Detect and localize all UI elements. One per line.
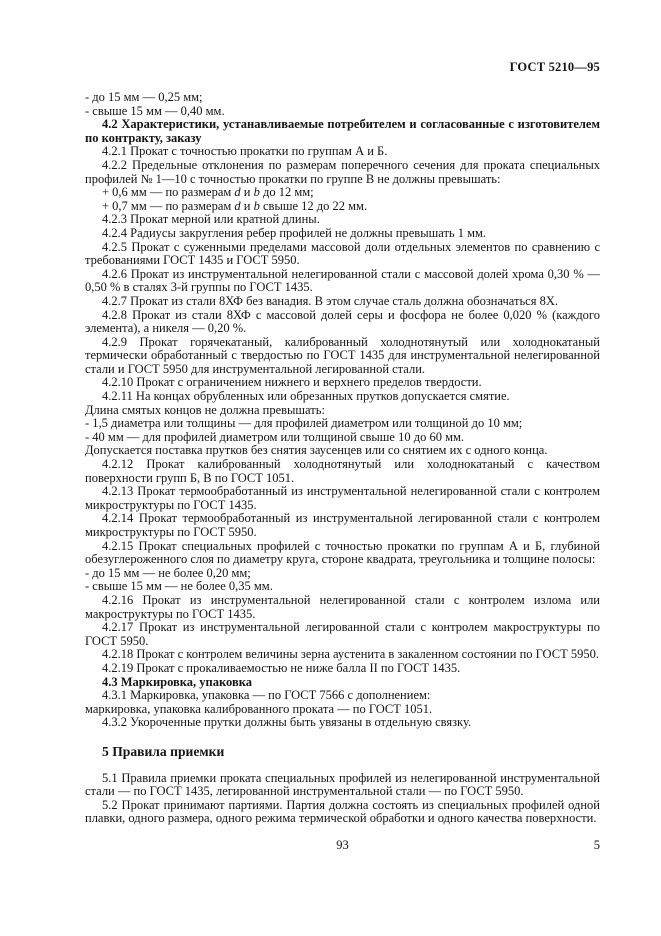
document-body xyxy=(85,91,600,826)
paragraph: 4.2.11 На концах обрубленных или обрезанных прутков допускается смятие. xyxy=(102,389,510,404)
paragraph: 4.2.18 Прокат с контролем величины зерна аустенита в закаленном состоянии по ГОСТ 5950. xyxy=(102,647,599,662)
paragraph: 4.2.2 Предельные отклонения по размерам поперечного сечения для проката специальных профилей № 1—10 с точностью прокатки по группе В не должны превышать: xyxy=(85,157,600,186)
paragraph: 4.2.4 Радиусы закругления ребер профилей не должны превышать 1 мм. xyxy=(102,225,487,240)
page-number-center: 93 xyxy=(336,838,349,852)
paragraph: 4.3 Маркировка, упаковка xyxy=(102,674,252,689)
paragraph: 4.2.14 Прокат термообработанный из инструментальной легированной стали с контролем микроструктуры по ГОСТ 5950. xyxy=(85,511,600,539)
paragraph: Допускается поставка прутков без снятия заусенцев или со снятием их с одного конца. xyxy=(85,443,548,458)
paragraph: 4.2.17 Прокат из инструментальной легированной стали с контролем макроструктуры по ГОСТ 5950. xyxy=(85,620,600,648)
paragraph: 4.2 Характеристики, устанавливаемые потребителем и согласованные с изготовителем по контракту, заказу xyxy=(85,117,600,145)
paragraph: маркировка, упаковка калиброванного проката — по ГОСТ 1051. xyxy=(85,701,433,716)
paragraph: - свыше 15 мм — 0,40 мм. xyxy=(85,103,225,118)
paragraph: 4.2.8 Прокат из стали 8ХФ с массовой долей серы и фосфора не более 0,020 % (каждого элемента), а никеля — 0,20 %. xyxy=(85,307,600,336)
paragraph: 4.2.1 Прокат с точностью прокатки по группам А и Б. xyxy=(102,144,388,159)
paragraph: 4.2.12 Прокат калиброванный холоднотянутый или холоднокатаный с качеством поверхности групп Б, В по ГОСТ 1051. xyxy=(85,457,600,485)
paragraph: 4.2.19 Прокат с прокаливаемостью не ниже балла II по ГОСТ 1435. xyxy=(102,660,461,675)
paragraph: 4.3.1 Маркировка, упаковка — по ГОСТ 7566 с дополнением: xyxy=(102,688,431,703)
page-footer xyxy=(85,838,600,854)
paragraph: Длина смятых концов не должна превышать: xyxy=(85,402,325,417)
paragraph: 4.2.9 Прокат горячекатаный, калиброванный холоднотянутый или холоднокатаный термически обработанный с твердостью по ГОСТ 1435 для инструментальной нелегированной стали и ГОСТ 5950 для инструментальной легированной стали. xyxy=(85,334,600,376)
paragraph: 4.2.15 Прокат специальных профилей с точностью прокатки по группам А и Б, глубиной обезуглероженного слоя по диаметру круга, стороне квадрата, треугольника и толщине полосы: xyxy=(85,538,600,567)
paragraph: 5.1 Правила приемки проката специальных профилей из нелегированной инструментальной стали — по ГОСТ 1435, легированной инструментальной стали — по ГОСТ 5950. xyxy=(85,770,600,799)
paragraph: 5.2 Прокат принимают партиями. Партия должна состоять из специальных профилей одной плавки, одного размера, одного режима термической обработки и одного качества поверхности. xyxy=(85,797,600,826)
paragraph: 4.2.3 Прокат мерной или кратной длины. xyxy=(102,212,320,227)
paragraph: + 0,6 мм — по размерам d и b до 12 мм; xyxy=(102,185,314,200)
paragraph: 4.3.2 Укороченные прутки должны быть увязаны в отдельную связку. xyxy=(102,715,472,730)
paragraph: - до 15 мм — 0,25 мм; xyxy=(85,90,203,104)
paragraph: 5 Правила приемки xyxy=(102,743,225,759)
paragraph: 4.2.16 Прокат из инструментальной нелегированной стали с контролем излома или макроструктуры по ГОСТ 1435. xyxy=(85,592,600,621)
paragraph: 4.2.7 Прокат из стали 8ХФ без ванадия. В этом случае сталь должна обозначаться 8Х. xyxy=(102,293,558,308)
paragraph: + 0,7 мм — по размерам d и b свыше 12 до 22 мм. xyxy=(102,198,368,213)
paragraph: 4.2.10 Прокат с ограничением нижнего и верхнего пределов твердости. xyxy=(102,375,482,390)
paragraph: - до 15 мм — не более 0,20 мм; xyxy=(85,565,251,580)
paragraph: - 40 мм — для профилей диаметром или толщиной свыше 10 до 60 мм. xyxy=(85,429,465,444)
paragraph: 4.2.13 Прокат термообработанный из инструментальной нелегированной стали с контролем микроструктуры по ГОСТ 1435. xyxy=(85,484,600,512)
paragraph: 4.2.5 Прокат с суженными пределами массовой доли отдельных элементов по сравнению с требованиями ГОСТ 1435 и ГОСТ 5950. xyxy=(85,239,600,268)
paragraph: - свыше 15 мм — не более 0,35 мм. xyxy=(85,579,273,594)
standard-number: ГОСТ 5210—95 xyxy=(509,60,600,74)
paragraph: 4.2.6 Прокат из инструментальной нелегированной стали с массовой долей хрома 0,30 % — 0,50 % в сталях 3-й группы по ГОСТ 1435. xyxy=(85,266,600,295)
paragraph: - 1,5 диаметра или толщины — для профилей диаметром или толщиной до 10 мм; xyxy=(85,416,523,431)
page-number-right: 5 xyxy=(593,838,600,852)
